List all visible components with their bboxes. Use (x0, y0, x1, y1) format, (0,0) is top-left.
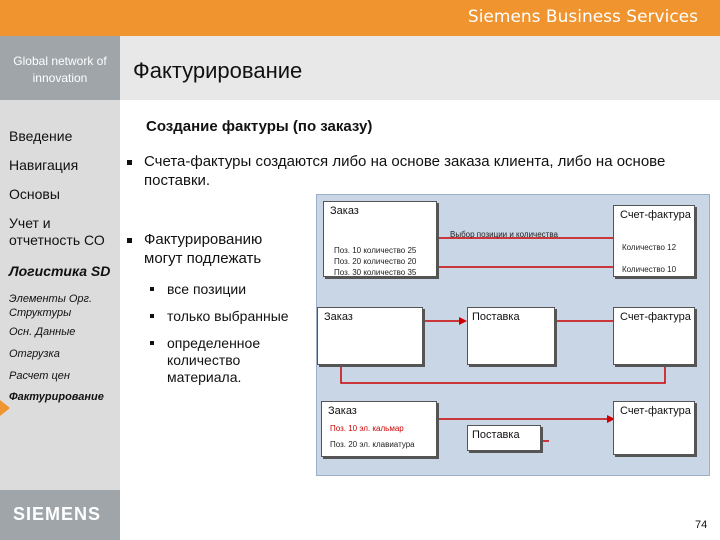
doc-invoice-mid-title: Счет-фактура (620, 311, 691, 323)
order-line-2: Поз. 20 количество 20 (334, 257, 417, 266)
doc-invoice-mid (613, 307, 695, 365)
sidebar (0, 36, 120, 540)
order-line-3: Поз. 30 количество 35 (334, 268, 417, 277)
doc-order-bottom (321, 401, 437, 457)
sidebar-subitem-org[interactable]: Элементы Орг. Структуры (9, 293, 93, 319)
order-line-1: Поз. 10 количество 25 (334, 246, 417, 255)
sub-bullet-3: определенное количество материала. (167, 335, 261, 385)
sub-bullet-1: все позиции (167, 281, 247, 297)
doc-invoice-top (613, 205, 695, 277)
page-title: Фактурирование (133, 58, 303, 83)
invoice-line-2: Количество 10 (622, 265, 677, 274)
siemens-logo: SIEMENS (13, 504, 102, 524)
bullet-icon (127, 238, 132, 243)
sidebar-item-basics[interactable]: Основы (9, 186, 60, 202)
doc-delivery-bottom (467, 425, 541, 451)
doc-order-title: Заказ (330, 205, 359, 217)
bullet-text-2: Фактурированию могут подлежать (144, 231, 263, 267)
sub-bullet-icon (150, 287, 154, 291)
doc-order-mid-title: Заказ (324, 311, 353, 323)
doc-invoice-bottom-title: Счет-фактура (620, 405, 691, 417)
doc-invoice-top-title: Счет-фактура (620, 209, 691, 221)
tagline: Global network of innovation (0, 36, 120, 100)
sidebar-item-accounting[interactable]: Учет и отчетность СО (9, 215, 105, 248)
doc-delivery-bottom-title: Поставка (472, 429, 520, 441)
sidebar-subitem-pricing[interactable]: Расчет цен (9, 370, 70, 382)
sidebar-subitem-master-data[interactable]: Осн. Данные (9, 326, 76, 338)
doc-order (323, 201, 437, 277)
process-diagram (316, 194, 710, 476)
order-bottom-line-1: Поз. 10 эл. кальмар (330, 424, 404, 433)
sub-bullet-icon (150, 341, 154, 345)
doc-delivery-mid (467, 307, 555, 365)
bullet-icon (127, 160, 132, 165)
sidebar-item-logistics[interactable]: Логистика SD (9, 263, 111, 279)
active-marker-icon (0, 400, 10, 416)
doc-order-bottom-title: Заказ (328, 405, 357, 417)
sidebar-item-intro[interactable]: Введение (9, 128, 73, 144)
sidebar-subitem-billing[interactable]: Фактурирование (9, 391, 104, 403)
doc-order-mid (317, 307, 423, 365)
selection-label: Выбор позиции и количества (450, 230, 558, 239)
bullet-text-1: Счета-фактуры создаются либо на основе заказа клиента, либо на основе поставки. (144, 153, 666, 189)
invoice-line-1: Количество 12 (622, 243, 677, 252)
page-number: 74 (695, 519, 708, 531)
brand-name: Siemens Business Services (467, 7, 698, 27)
sub-bullet-2: только выбранные (167, 308, 289, 324)
doc-delivery-mid-title: Поставка (472, 311, 520, 323)
sidebar-item-navigation[interactable]: Навигация (9, 157, 79, 173)
sidebar-subitem-delivery[interactable]: Отгрузка (9, 348, 60, 360)
doc-invoice-bottom (613, 401, 695, 455)
order-bottom-line-2: Поз. 20 эл. клавиатура (330, 440, 415, 449)
sub-bullet-icon (150, 314, 154, 318)
section-subtitle: Создание фактуры (по заказу) (146, 118, 373, 135)
